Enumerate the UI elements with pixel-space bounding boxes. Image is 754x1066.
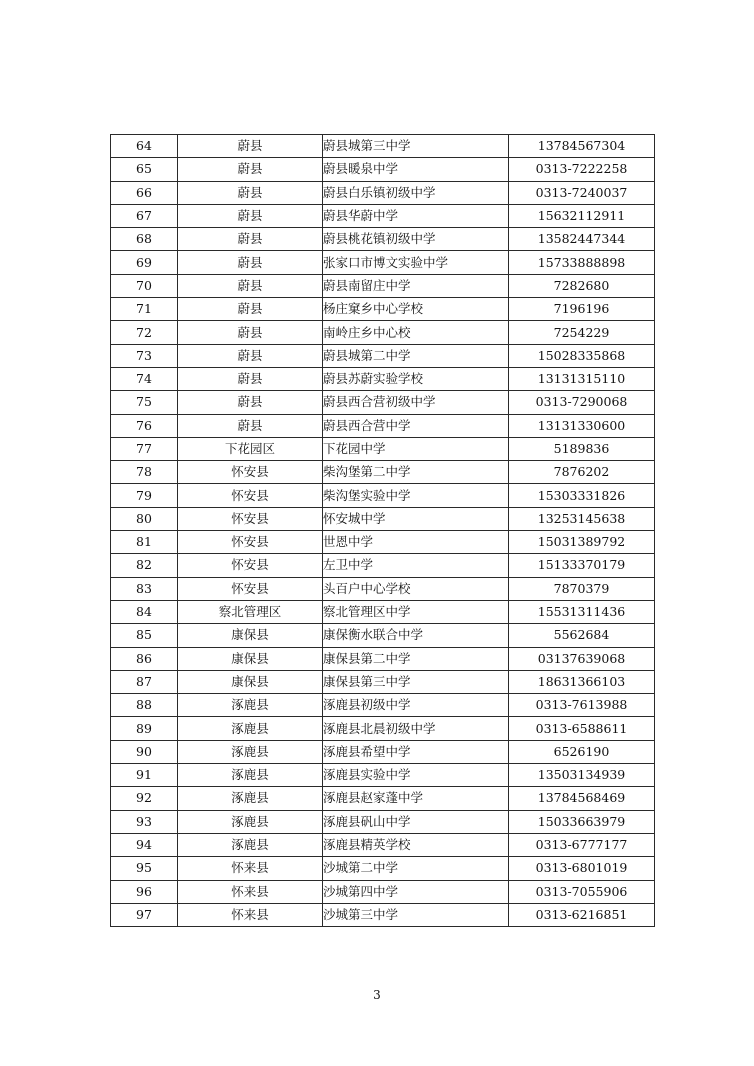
- cell-county: 蔚县: [178, 274, 323, 297]
- cell-phone: 0313-6588611: [509, 717, 655, 740]
- cell-county: 康保县: [178, 624, 323, 647]
- cell-number: 65: [111, 158, 178, 181]
- table-row: [111, 764, 655, 787]
- cell-number: 64: [111, 135, 178, 158]
- cell-county: 蔚县: [178, 158, 323, 181]
- table-row: [111, 274, 655, 297]
- cell-number: 70: [111, 274, 178, 297]
- cell-school: 头百户中心学校: [323, 577, 509, 600]
- cell-school: 世恩中学: [323, 531, 509, 554]
- cell-county: 蔚县: [178, 367, 323, 390]
- cell-school: 下花园中学: [323, 437, 509, 460]
- cell-county: 下花园区: [178, 437, 323, 460]
- cell-county: 涿鹿县: [178, 717, 323, 740]
- cell-school: 蔚县白乐镇初级中学: [323, 181, 509, 204]
- cell-number: 68: [111, 228, 178, 251]
- table-row: [111, 484, 655, 507]
- cell-number: 85: [111, 624, 178, 647]
- cell-county: 蔚县: [178, 344, 323, 367]
- table-row: [111, 670, 655, 693]
- cell-number: 84: [111, 600, 178, 623]
- cell-school: 涿鹿县矾山中学: [323, 810, 509, 833]
- cell-number: 86: [111, 647, 178, 670]
- cell-school: 蔚县西合营初级中学: [323, 391, 509, 414]
- table-row: [111, 903, 655, 926]
- table-row: [111, 600, 655, 623]
- cell-phone: 15031389792: [509, 531, 655, 554]
- cell-school: 涿鹿县精英学校: [323, 833, 509, 856]
- cell-phone: 0313-7290068: [509, 391, 655, 414]
- cell-number: 94: [111, 833, 178, 856]
- cell-number: 91: [111, 764, 178, 787]
- cell-county: 涿鹿县: [178, 764, 323, 787]
- table-row: [111, 204, 655, 227]
- cell-county: 蔚县: [178, 391, 323, 414]
- cell-phone: 7196196: [509, 298, 655, 321]
- table-row: [111, 135, 655, 158]
- cell-school: 涿鹿县初级中学: [323, 694, 509, 717]
- cell-county: 康保县: [178, 647, 323, 670]
- cell-county: 涿鹿县: [178, 810, 323, 833]
- table-row: [111, 437, 655, 460]
- cell-phone: 0313-7055906: [509, 880, 655, 903]
- table-row: [111, 787, 655, 810]
- school-contact-table: [110, 134, 655, 927]
- table-row: [111, 391, 655, 414]
- cell-school: 蔚县南留庄中学: [323, 274, 509, 297]
- cell-phone: 13582447344: [509, 228, 655, 251]
- cell-phone: 0313-7222258: [509, 158, 655, 181]
- cell-phone: 5189836: [509, 437, 655, 460]
- cell-number: 82: [111, 554, 178, 577]
- cell-county: 蔚县: [178, 414, 323, 437]
- cell-county: 怀安县: [178, 554, 323, 577]
- cell-number: 69: [111, 251, 178, 274]
- cell-number: 80: [111, 507, 178, 530]
- cell-county: 蔚县: [178, 251, 323, 274]
- cell-phone: 15028335868: [509, 344, 655, 367]
- cell-school: 蔚县暖泉中学: [323, 158, 509, 181]
- cell-school: 蔚县华蔚中学: [323, 204, 509, 227]
- cell-number: 90: [111, 740, 178, 763]
- cell-number: 67: [111, 204, 178, 227]
- cell-phone: 13784568469: [509, 787, 655, 810]
- cell-school: 蔚县城第三中学: [323, 135, 509, 158]
- cell-school: 柴沟堡实验中学: [323, 484, 509, 507]
- cell-school: 蔚县城第二中学: [323, 344, 509, 367]
- cell-school: 蔚县西合营中学: [323, 414, 509, 437]
- cell-number: 97: [111, 903, 178, 926]
- cell-school: 怀安城中学: [323, 507, 509, 530]
- cell-school: 康保衡水联合中学: [323, 624, 509, 647]
- table-row: [111, 554, 655, 577]
- cell-phone: 7282680: [509, 274, 655, 297]
- cell-number: 87: [111, 670, 178, 693]
- table-row: [111, 228, 655, 251]
- cell-number: 96: [111, 880, 178, 903]
- cell-county: 涿鹿县: [178, 694, 323, 717]
- table-row: [111, 833, 655, 856]
- cell-number: 83: [111, 577, 178, 600]
- cell-county: 蔚县: [178, 181, 323, 204]
- cell-phone: 0313-6216851: [509, 903, 655, 926]
- cell-number: 66: [111, 181, 178, 204]
- table-row: [111, 880, 655, 903]
- cell-county: 怀安县: [178, 484, 323, 507]
- cell-phone: 15531311436: [509, 600, 655, 623]
- cell-school: 柴沟堡第二中学: [323, 461, 509, 484]
- cell-number: 95: [111, 857, 178, 880]
- cell-number: 75: [111, 391, 178, 414]
- cell-phone: 7254229: [509, 321, 655, 344]
- cell-school: 康保县第三中学: [323, 670, 509, 693]
- cell-number: 74: [111, 367, 178, 390]
- cell-number: 92: [111, 787, 178, 810]
- cell-phone: 03137639068: [509, 647, 655, 670]
- table-row: [111, 251, 655, 274]
- table-row: [111, 461, 655, 484]
- cell-county: 涿鹿县: [178, 740, 323, 763]
- cell-county: 涿鹿县: [178, 787, 323, 810]
- table-row: [111, 414, 655, 437]
- cell-phone: 13131330600: [509, 414, 655, 437]
- cell-number: 88: [111, 694, 178, 717]
- cell-number: 76: [111, 414, 178, 437]
- table-row: [111, 810, 655, 833]
- cell-phone: 13784567304: [509, 135, 655, 158]
- page-number: 3: [373, 988, 381, 1002]
- cell-phone: 6526190: [509, 740, 655, 763]
- cell-county: 蔚县: [178, 204, 323, 227]
- cell-phone: 13503134939: [509, 764, 655, 787]
- cell-number: 93: [111, 810, 178, 833]
- cell-number: 78: [111, 461, 178, 484]
- table-row: [111, 624, 655, 647]
- cell-phone: 15733888898: [509, 251, 655, 274]
- table-row: [111, 717, 655, 740]
- cell-county: 怀安县: [178, 531, 323, 554]
- cell-number: 79: [111, 484, 178, 507]
- cell-phone: 15133370179: [509, 554, 655, 577]
- cell-school: 张家口市博文实验中学: [323, 251, 509, 274]
- cell-phone: 0313-6777177: [509, 833, 655, 856]
- cell-number: 77: [111, 437, 178, 460]
- cell-school: 涿鹿县赵家蓬中学: [323, 787, 509, 810]
- cell-county: 察北管理区: [178, 600, 323, 623]
- cell-school: 康保县第二中学: [323, 647, 509, 670]
- cell-number: 89: [111, 717, 178, 740]
- cell-school: 涿鹿县北晨初级中学: [323, 717, 509, 740]
- cell-phone: 15632112911: [509, 204, 655, 227]
- cell-county: 怀安县: [178, 577, 323, 600]
- table-row: [111, 321, 655, 344]
- cell-school: 杨庄窠乡中心学校: [323, 298, 509, 321]
- cell-county: 怀来县: [178, 880, 323, 903]
- table-row: [111, 647, 655, 670]
- table-row: [111, 577, 655, 600]
- cell-county: 康保县: [178, 670, 323, 693]
- cell-school: 涿鹿县希望中学: [323, 740, 509, 763]
- cell-phone: 0313-7613988: [509, 694, 655, 717]
- cell-phone: 13253145638: [509, 507, 655, 530]
- cell-county: 涿鹿县: [178, 833, 323, 856]
- cell-county: 怀安县: [178, 461, 323, 484]
- table-row: [111, 857, 655, 880]
- cell-school: 沙城第四中学: [323, 880, 509, 903]
- table-row: [111, 181, 655, 204]
- cell-county: 蔚县: [178, 135, 323, 158]
- cell-phone: 18631366103: [509, 670, 655, 693]
- table-row: [111, 367, 655, 390]
- cell-school: 沙城第三中学: [323, 903, 509, 926]
- cell-phone: 15033663979: [509, 810, 655, 833]
- cell-number: 72: [111, 321, 178, 344]
- cell-phone: 7870379: [509, 577, 655, 600]
- cell-school: 南岭庄乡中心校: [323, 321, 509, 344]
- table-body: [111, 135, 655, 927]
- cell-school: 涿鹿县实验中学: [323, 764, 509, 787]
- table-row: [111, 531, 655, 554]
- cell-number: 73: [111, 344, 178, 367]
- cell-number: 71: [111, 298, 178, 321]
- cell-county: 怀来县: [178, 903, 323, 926]
- table-row: [111, 158, 655, 181]
- table-row: [111, 298, 655, 321]
- cell-county: 怀安县: [178, 507, 323, 530]
- cell-school: 蔚县苏蔚实验学校: [323, 367, 509, 390]
- cell-county: 蔚县: [178, 321, 323, 344]
- cell-number: 81: [111, 531, 178, 554]
- cell-phone: 15303331826: [509, 484, 655, 507]
- cell-phone: 7876202: [509, 461, 655, 484]
- cell-phone: 0313-7240037: [509, 181, 655, 204]
- cell-school: 左卫中学: [323, 554, 509, 577]
- cell-county: 怀来县: [178, 857, 323, 880]
- table-row: [111, 344, 655, 367]
- cell-county: 蔚县: [178, 228, 323, 251]
- cell-school: 沙城第二中学: [323, 857, 509, 880]
- cell-county: 蔚县: [178, 298, 323, 321]
- cell-school: 察北管理区中学: [323, 600, 509, 623]
- table-row: [111, 740, 655, 763]
- cell-school: 蔚县桃花镇初级中学: [323, 228, 509, 251]
- table-row: [111, 507, 655, 530]
- cell-phone: 5562684: [509, 624, 655, 647]
- table-row: [111, 694, 655, 717]
- cell-phone: 0313-6801019: [509, 857, 655, 880]
- cell-phone: 13131315110: [509, 367, 655, 390]
